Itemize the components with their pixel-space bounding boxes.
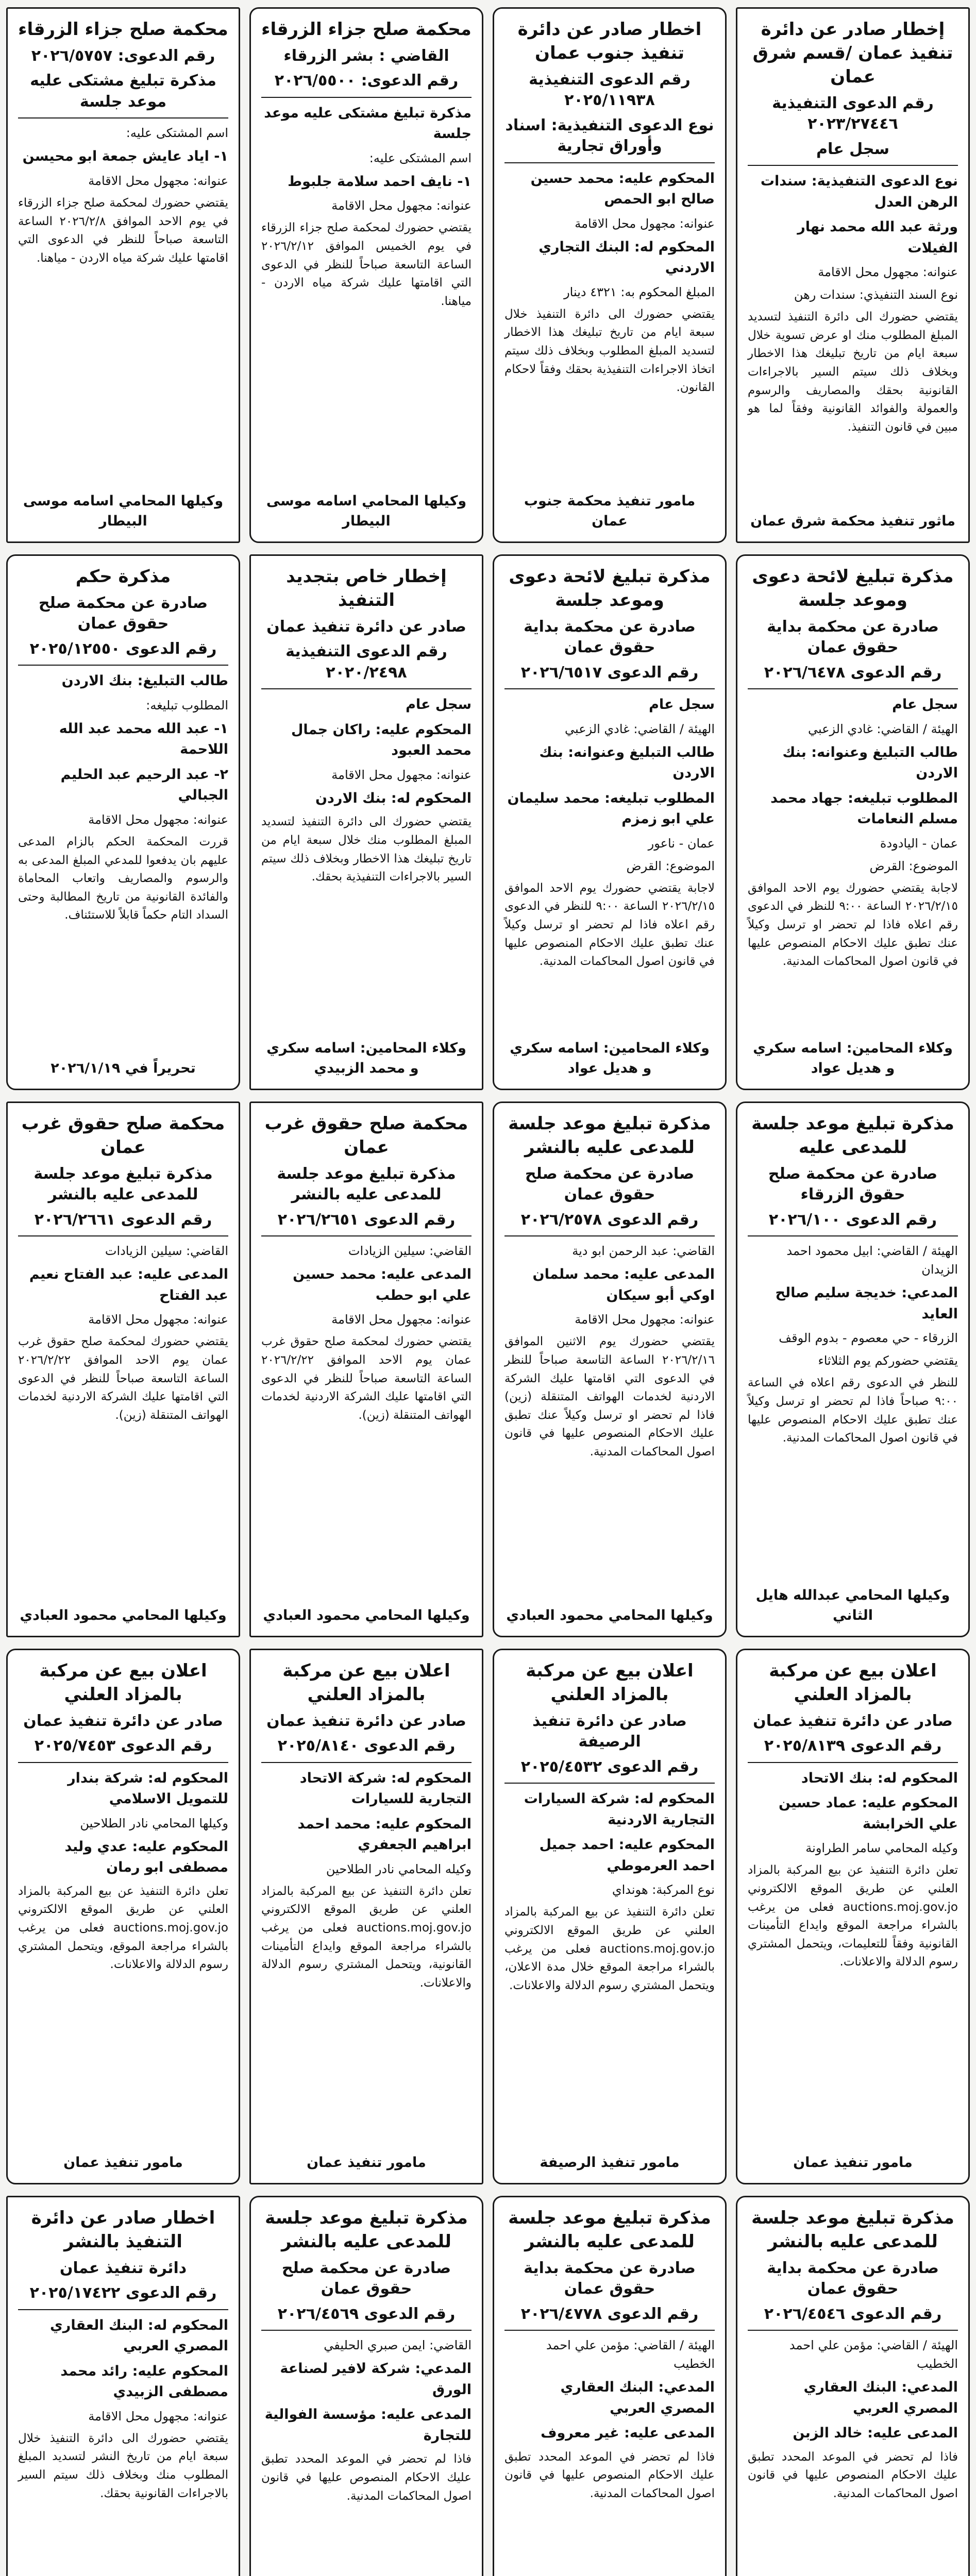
notice-court: مذكرة تبليغ موعد جلسة للمدعى عليه بالنشر [33, 1164, 213, 1204]
notice-signature: وكلاء المحامين: اسامه سكري و محمد الزبيدي [266, 1040, 466, 1076]
notice-title: محكمة صلح حقوق غرب عمان [21, 1113, 225, 1158]
notice-case-number: مذكرة تبليغ مشتكى عليه موعد جلسة [30, 72, 216, 111]
legal-notice [6, 1101, 240, 1637]
notice-title: اعلان بيع عن مركبة بالمزاد العلني [39, 1660, 207, 1705]
notice-detail-line: المحكوم له: شركة بندار للتمويل الاسلامي [68, 1770, 228, 1807]
notice-case-number: رقم الدعوى ٢٠٢٦/٦٤٧٨ [764, 663, 942, 682]
notice-detail-line: ٢- عبد الرحيم عبد الحليم الجبالي [60, 766, 228, 804]
notice-detail-line: المبلغ المحكوم به: ٤٣٢١ دينار [564, 284, 715, 299]
notice-body-text: تعلن دائرة التنفيذ عن بيع المركبة بالمزاد العلني عن طريق الموقع الالكتروني auctions.moj.gov.jo فعلى من يرغب بالشراء مراجعة الموقع وايداع التأمينات القانونية وفقاً للتعليمات، ويتحمل المشتري رسوم الدلالة والاعلانات. [748, 1863, 958, 1969]
notice-signature: مامور تنفيذ محكمة جنوب عمان [524, 493, 696, 529]
notice-case-number: رقم الدعوى ٢٠٢٥/١٢٥٥٠ [29, 639, 217, 658]
legal-notice [493, 7, 727, 543]
legal-notice [736, 1101, 970, 1637]
notice-case-number: رقم الدعوى: ٢٠٢٦/٥٥٠٠ [274, 72, 459, 90]
notice-detail-line: المحكوم له: البنك العقاري المصري العربي [50, 2317, 228, 2354]
notice-title: اخطار صادر عن دائرة التنفيذ بالنشر [31, 2208, 215, 2252]
divider [18, 2309, 228, 2310]
notice-detail-line: ١- عبد الله محمد عبد الله اللاحمة [59, 720, 228, 758]
notice-detail-line: المحكوم عليه: احمد جميل احمد العرموطي [539, 1837, 715, 1874]
divider [18, 665, 228, 666]
notice-detail-line: عنوانه: مجهول محل الاقامة [575, 216, 715, 231]
notice-title: مذكرة تبليغ موعد جلسة للمدعى عليه بالنشر [265, 2208, 468, 2252]
notice-detail-line: عنوانه: مجهول محل الاقامة [331, 1312, 472, 1327]
notice-body-text: فاذا لم تحضر في الموعد المحدد تطبق عليك الاحكام المنصوص عليها في قانون اصول المحاكمات المدنية. [748, 2450, 958, 2501]
notice-detail-line: المحكوم له: بنك الاردن [315, 790, 472, 806]
notice-detail-line: المحكوم عليه: رائد محمد مصطفى الزبيدي [60, 2363, 228, 2400]
notice-detail-line: المدعي: البنك العقاري المصري العربي [803, 2379, 958, 2416]
legal-notice [249, 554, 483, 1090]
notice-detail-line: سجل عام [892, 697, 958, 713]
legal-notice [249, 1101, 483, 1637]
notice-detail-line: يقتضي حضوركم يوم الثلاثاء [818, 1353, 958, 1368]
notice-detail-line: المدعى عليه: غير معروف [541, 2425, 715, 2442]
notice-body-text: يقتضي حضورك لمحكمة صلح حقوق غرب عمان يوم الاحد الموافق ٢٠٢٦/٢/٢٢ الساعة التاسعة صباحاً للنظر في الدعوى التي اقامتها عليك الشركة الاردنية لخدمات الهواتف المتنقلة (زين). [18, 1335, 228, 1422]
notice-detail-line: عنوانه: مجهول محل الاقامة [575, 1312, 715, 1327]
legal-notice [6, 7, 240, 543]
notice-detail-line: المدعى عليه: محمد حسين علي ابو حطب [293, 1266, 472, 1303]
notice-title: اخطار صادر عن دائرة تنفيذ جنوب عمان [517, 19, 702, 63]
notice-body-text: تعلن دائرة التنفيذ عن بيع المركبة بالمزاد العلني عن طريق الموقع الالكتروني auctions.moj.gov.jo فعلى من يرغب بالشراء مراجعة الموقع خلال مدة الاعلان، ويتحمل المشتري رسوم الدلالة والاعلانات. [504, 1905, 715, 1992]
notice-case-number: رقم الدعوى ٢٠٢٦/٦٥١٧ [520, 663, 699, 682]
notice-body-text: يقتضي حضورك يوم الاثنين الموافق ٢٠٢٦/٢/١٦ الساعة التاسعة صباحاً للنظر في الدعوى التي اقامتها عليك الشركة الاردنية لخدمات الهواتف المتنقلة (زين) فاذا لم تحضر او ترسل وكيلاً عنك تطبق عليك الاحكام المنصوص عليها في قانون اصول المحاكمات المدنية. [504, 1335, 715, 1459]
notice-body-text: يقتضي حضورك لمحكمة صلح حقوق غرب عمان يوم الاحد الموافق ٢٠٢٦/٢/٢٢ الساعة التاسعة صباحاً للنظر في الدعوى التي اقامتها عليك الشركة الاردنية لخدمات الهواتف المتنقلة (زين). [261, 1335, 472, 1422]
notice-body-text: قررت المحكمة الحكم بالزام المدعى عليهم بان يدفعوا للمدعي المبلغ المدعى به والرسوم والمصاريف واتعاب المحاماة والفائدة القانونية من تاريخ المطالبة وحتى السداد التام حكماً قابلاً للاستئناف. [18, 835, 228, 922]
notice-body-text: يقتضي حضورك الى دائرة التنفيذ لتسديد المبلغ المطلوب منك او عرض تسوية خلال سبعة ايام من تاريخ تبليغك هذا الاخطار وبخلاف ذلك سيتم السير بالاجراءات القانونية بحقك والمصاريف والرسوم والعمولة والفوائد القانونية وفقاً لما هو مبين في قانون التنفيذ. [748, 310, 958, 434]
divider [261, 688, 472, 689]
notice-detail-line: ١- اياد عايش جمعة ابو محيسن [22, 148, 228, 165]
notice-court: صادر عن دائرة تنفيذ عمان [753, 1711, 953, 1730]
notice-body-text: لاجابة يقتضي حضورك يوم الاحد الموافق ٢٠٢٦/٢/١٥ الساعة ٩:٠٠ للنظر في الدعوى رقم اعلاه فاذا لم تحضر او ترسل وكيلاً عنك تطبق عليك الاحكام المنصوص عليها في قانون اصول المحاكمات المدنية. [504, 881, 715, 969]
notice-court: رقم الدعوى: ٢٠٢٦/٥٧٥٧ [31, 46, 215, 65]
notice-title: اعلان بيع عن مركبة بالمزاد العلني [526, 1660, 694, 1705]
notice-signature: وكيلها المحامي اسامه موسى البيطار [23, 493, 224, 529]
notice-detail-line: طالب التبليغ وعنوانه: بنك الاردن [782, 744, 958, 782]
notice-detail-line: المحكوم له: شركة الاتحاد التجارية للسيارات [299, 1770, 472, 1807]
divider [748, 2330, 958, 2331]
legal-notice [6, 1649, 240, 2184]
notice-body-text: تعلن دائرة التنفيذ عن بيع المركبة بالمزاد العلني عن طريق الموقع الالكتروني auctions.moj.gov.jo فعلى من يرغب بالشراء مراجعة الموقع وايداع التأمينات القانونية، ويتحمل المشتري رسوم الدلالة والاعلانات. [261, 1884, 472, 1990]
notice-title: مذكرة تبليغ لائحة دعوى وموعد جلسة [509, 566, 711, 611]
notice-detail-line: المدعي: خديجة سليم صالح العايد [775, 1285, 958, 1322]
notice-court: صادرة عن محكمة صلح حقوق الزرقاء [768, 1164, 938, 1204]
notice-signature: مامور تنفيذ عمان [63, 2154, 183, 2171]
notice-case-number: رقم الدعوى ٢٠٢٥/٨١٣٩ [764, 1737, 942, 1755]
notice-case-number: رقم الدعوى ٢٠٢٦/٢٥٧٨ [520, 1210, 699, 1229]
notice-detail-line: المدعي: البنك العقاري المصري العربي [560, 2379, 715, 2416]
notice-court: القاضي : بشر الزرقاء [283, 46, 449, 65]
notices-grid [6, 7, 970, 2576]
notice-detail-line: وكيله المحامي نادر الطلاحين [326, 1861, 472, 1876]
legal-notice [736, 1649, 970, 2184]
notice-title: مذكرة تبليغ لائحة دعوى وموعد جلسة [752, 566, 954, 611]
divider [261, 97, 472, 98]
notice-title: اعلان بيع عن مركبة بالمزاد العلني [769, 1660, 937, 1705]
notice-body-text: يقتضي حضورك الى دائرة التنفيذ لتسديد المبلغ المطلوب منك خلال سبعة ايام من تاريخ تبليغك هذا الاخطار وبخلاف ذلك سيتم السير بالاجراءات التنفيذية بحقك. [261, 815, 472, 884]
notice-detail-line: سجل عام [649, 697, 715, 713]
notice-court: صادرة عن محكمة بداية حقوق عمان [524, 2259, 696, 2298]
notice-detail-line: نوع المركبة: هونداي [612, 1883, 715, 1897]
notice-signature: وكيلها المحامي اسامه موسى البيطار [266, 493, 467, 529]
legal-notice [6, 554, 240, 1090]
notice-detail-line: القاضي: سيلين الزيادات [105, 1244, 228, 1259]
notice-detail-line: المحكوم عليه: راكان جمال محمد العبود [291, 721, 472, 759]
notice-case-number: رقم الدعوى ٢٠٢٥/١٧٤٢٢ [29, 2284, 217, 2302]
notice-detail-line: وكيلها المحامي نادر الطلاحين [80, 1816, 228, 1831]
notice-signature: مامور تنفيذ الرصيفة [540, 2154, 680, 2171]
notice-detail-line: المدعى عليه: عبد الفتاح نعيم عبد الفتاح [29, 1266, 228, 1303]
notice-detail-line: الهيئة / القاضي: ابيل محمود احمد الزيدان [786, 1244, 958, 1277]
notice-detail-line: طالب التبليغ: بنك الاردن [61, 673, 228, 689]
notice-detail-line: عنوانه: مجهول محل الاقامة [88, 812, 228, 827]
divider [18, 117, 228, 118]
notice-body-text: لاجابة يقتضي حضورك يوم الاحد الموافق ٢٠٢٦/٢/١٥ الساعة ٩:٠٠ للنظر في الدعوى رقم اعلاه فاذا لم تحضر او ترسل وكيلاً عنك تطبق عليك الاحكام المنصوص عليها في قانون اصول المحاكمات المدنية. [748, 881, 958, 969]
notice-court: صادر عن دائرة تنفيذ عمان [266, 617, 466, 636]
legal-notice [493, 2196, 727, 2576]
notice-detail-line: المطلوب تبليغه: جهاد محمد مسلم النعامات [770, 790, 958, 827]
notice-title: مذكرة حكم [75, 566, 171, 587]
notice-detail-line: المدعي: شركة لافير لصناعة الورق [280, 2361, 472, 2398]
notice-body-text: تعلن دائرة التنفيذ عن بيع المركبة بالمزاد العلني عن طريق الموقع الالكتروني auctions.moj.gov.jo فعلى من يرغب بالشراء مراجعة الموقع، ويتحمل المشتري رسوم الدلالة والاعلانات. [18, 1884, 228, 1972]
divider [748, 688, 958, 689]
notice-case-number: نوع الدعوى التنفيذية: اسناد وأوراق تجارية [505, 116, 714, 156]
notice-detail-line: الزرقاء - حي معصوم - بدوم الوقف [779, 1331, 958, 1346]
notice-signature: وكيلها المحامي محمود العبادي [20, 1607, 227, 1623]
notice-case-number: رقم الدعوى ٢٠٢٦/٢٦٦١ [34, 1210, 212, 1229]
notice-signature: مامور تنفيذ عمان [793, 2154, 913, 2171]
legal-notice [493, 1649, 727, 2184]
notice-signature: وكيلها المحامي محمود العبادي [263, 1607, 470, 1623]
notice-signature: ماثور تنفيذ محكمة شرق عمان [750, 513, 955, 529]
divider [504, 688, 715, 689]
legal-notice [249, 1649, 483, 2184]
notice-body-text: فاذا لم تحضر في الموعد المحدد تطبق عليك الاحكام المنصوص عليها في قانون اصول المحاكمات المدنية. [504, 2450, 715, 2501]
notice-case-number: سجل عام [816, 140, 890, 158]
notice-title: محكمة صلح جزاء الزرقاء [18, 19, 228, 40]
notice-court: رقم الدعوى التنفيذية ٢٠٢٥/١١٩٣٨ [529, 70, 691, 110]
notice-title: محكمة صلح جزاء الزرقاء [261, 19, 472, 40]
notice-detail-line: عنوانه: مجهول محل الاقامة [88, 1312, 228, 1327]
legal-notice [493, 1101, 727, 1637]
notice-detail-line: الهيئة / القاضي: مؤمن علي احمد الخطيب [546, 2338, 715, 2371]
notice-case-number: رقم الدعوى ٢٠٢٦/٤٥٤٦ [764, 2304, 942, 2323]
notice-court: صادرة عن محكمة بداية حقوق عمان [524, 617, 696, 657]
notice-detail-line: المحكوم عليه: محمد احمد ابراهيم الجعفري [297, 1816, 472, 1853]
notice-body-text: فاذا لم تحضر في الموعد المحدد تطبق عليك الاحكام المنصوص عليها في قانون اصول المحاكمات المدنية. [261, 2452, 472, 2503]
notice-signature: وكيلها المحامي عبدالله هايل الثاني [755, 1587, 950, 1623]
notice-detail-line: المحكوم عليه: محمد حسين صالح ابو الحمص [530, 170, 715, 208]
notice-detail-line: سجل عام [406, 697, 472, 713]
notice-title: اعلان بيع عن مركبة بالمزاد العلني [282, 1660, 450, 1705]
notice-detail-line: عنوانه: مجهول محل الاقامة [331, 198, 472, 213]
divider [18, 1235, 228, 1236]
divider [748, 165, 958, 166]
legal-notice [249, 2196, 483, 2576]
notice-body-text: للنظر في الدعوى رقم اعلاه في الساعة ٩:٠٠ صباحاً فاذا لم تحضر او ترسل وكيلاً عنك تطبق عليك الاحكام المنصوص عليها في قانون اصول المحاكمات المدنية. [748, 1376, 958, 1445]
notice-signature: وكلاء المحامين: اسامه سكري و هديل عواد [510, 1040, 710, 1076]
notice-title: مذكرة تبليغ موعد جلسة للمدعى عليه [751, 1113, 954, 1158]
notice-case-number: رقم الدعوى ٢٠٢٥/٧٤٥٣ [34, 1737, 212, 1755]
notice-detail-line: ورثة عبد الله محمد نهار الفيلات [797, 219, 958, 256]
notice-detail-line: المحكوم عليه: عدي وليد مصطفى ابو رمان [64, 1838, 228, 1876]
notice-detail-line: اسم المشتكى عليه: [369, 150, 472, 165]
notice-court: صادر عن دائرة تنفيذ عمان [266, 1711, 466, 1730]
notice-case-number: رقم الدعوى ٢٠٢٥/٨١٤٠ [277, 1737, 456, 1755]
notice-court: صادرة عن محكمة بداية حقوق عمان [767, 617, 939, 657]
notice-detail-line: طالب التبليغ وعنوانه: بنك الاردن [539, 744, 715, 782]
notice-detail-line: المحكوم عليه: عماد حسين علي الخرابشة [778, 1795, 958, 1832]
divider [504, 2330, 715, 2331]
notice-body-text: يقتضي حضورك لمحكمة صلح جزاء الزرقاء في يوم الاحد الموافق ٢٠٢٦/٢/٨ الساعة التاسعة صباحاً للنظر في الدعوى التي اقامتها عليك شركة مياه الاردن - مياهنا. [18, 196, 228, 265]
notice-detail-line: الهيئة / القاضي: مؤمن علي احمد الخطيب [789, 2338, 958, 2371]
notice-detail-line: المدعى عليه: خالد الزبن [793, 2425, 958, 2442]
notice-court: صادرة عن محكمة صلح حقوق عمان [38, 594, 208, 633]
notice-detail-line: المطلوب تبليغه: [146, 698, 228, 713]
notice-detail-line: الهيئة / القاضي: غادي الزعبي [807, 721, 958, 736]
notice-detail-line: المدعى عليه: مؤسسة الفوالية للتجارة [264, 2406, 472, 2444]
notice-detail-line: المدعى عليه: محمد سلمان اوكي أبو سيكان [532, 1266, 715, 1303]
divider [504, 1235, 715, 1236]
legal-notice [736, 7, 970, 543]
divider [504, 162, 715, 163]
notice-detail-line: المحكوم له: البنك التجاري الاردني [539, 239, 715, 276]
notice-detail-line: نوع السند التنفيذي: سندات رهن [794, 287, 958, 302]
legal-notice [6, 2196, 240, 2576]
notice-court: رقم الدعوى التنفيذية ٢٠٢٣/٢٧٤٤٦ [772, 94, 934, 133]
notice-detail-line: القاضي: ايمن صبري الحليفي [324, 2338, 472, 2353]
divider [261, 1762, 472, 1763]
divider [261, 2330, 472, 2331]
notice-detail-line: عنوانه: مجهول محل الاقامة [88, 2409, 228, 2424]
notice-detail-line: المحكوم له: بنك الاتحاد [801, 1770, 958, 1786]
notice-case-number: رقم الدعوى التنفيذية ٢٠٢٠/٢٤٩٨ [285, 642, 447, 682]
notice-detail-line: عمان - ناعور [648, 836, 715, 851]
legal-notice [736, 2196, 970, 2576]
notice-detail-line: عنوانه: مجهول محل الاقامة [88, 173, 228, 188]
notice-court: صادر عن دائرة تنفيذ عمان [23, 1711, 223, 1730]
notice-detail-line: القاضي: عبد الرحمن ابو دية [572, 1244, 715, 1259]
notice-signature: وكلاء المحامين: اسامه سكري و هديل عواد [753, 1040, 953, 1076]
notice-detail-line: اسم المشتكى عليه: [126, 126, 228, 141]
divider [261, 1235, 472, 1236]
notice-court: دائرة تنفيذ عمان [59, 2259, 187, 2277]
notice-court: صادرة عن محكمة صلح حقوق عمان [525, 1164, 695, 1204]
notice-detail-line: ١- نايف احمد سلامة جلبوط [288, 173, 472, 190]
notice-court: مذكرة تبليغ موعد جلسة للمدعى عليه بالنشر [277, 1164, 456, 1204]
notice-detail-line: عنوانه: مجهول محل الاقامة [331, 767, 472, 782]
notice-detail-line: الهيئة / القاضي: غادي الزعبي [564, 721, 715, 736]
notice-detail-line: القاضي: سيلين الزيادات [348, 1244, 472, 1259]
legal-notice [736, 554, 970, 1090]
divider [748, 1235, 958, 1236]
notice-title: مذكرة تبليغ موعد جلسة للمدعى عليه بالنشر [508, 1113, 711, 1158]
notice-detail-line: المطلوب تبليغه: محمد سليمان علي ابو زمزم [507, 790, 715, 827]
notice-title: مذكرة تبليغ موعد جلسة للمدعى عليه بالنشر [508, 2208, 711, 2252]
legal-notice [249, 7, 483, 543]
notice-body-text: يقتضي حضورك الى دائرة التنفيذ خلال سبعة ايام من تاريخ تبليغك هذا الاخطار لتسديد المبلغ المطلوب وبخلاف ذلك سيتم اتخاذ الاجراءات التنفيذية بحقك وفقاً لاحكام القانون. [504, 307, 715, 395]
divider [18, 1762, 228, 1763]
notice-title: إخطار خاص بتجديد التنفيذ [286, 566, 447, 611]
notice-detail-line: الموضوع: القرض [869, 858, 958, 873]
notice-case-number: رقم الدعوى ٢٠٢٦/١٠٠ [768, 1210, 937, 1229]
notice-detail-line: المحكوم له: شركة السيارات التجارية الاردنية [524, 1791, 715, 1828]
notice-case-number: رقم الدعوى ٢٠٢٦/٤٧٧٨ [520, 2304, 699, 2323]
notice-detail-line: عمان - اليادودة [880, 836, 958, 851]
notice-court: صادر عن دائرة تنفيذ الرصيفة [532, 1711, 687, 1751]
notice-signature: مامور تنفيذ عمان [307, 2154, 426, 2171]
notice-case-number: رقم الدعوى ٢٠٢٦/٢٦٥١ [277, 1210, 456, 1229]
notice-title: محكمة صلح حقوق غرب عمان [264, 1113, 468, 1158]
notice-detail-line: عنوانه: مجهول محل الاقامة [818, 265, 958, 280]
legal-notice [493, 554, 727, 1090]
notice-signature: وكيلها المحامي محمود العبادي [506, 1607, 713, 1623]
notice-title: مذكرة تبليغ موعد جلسة للمدعى عليه بالنشر [751, 2208, 954, 2252]
notice-court: صادرة عن محكمة بداية حقوق عمان [767, 2259, 939, 2298]
notice-signature: تحريراً في ٢٠٢٦/١/١٩ [51, 1060, 196, 1076]
notice-detail-line: مذكرة تبليغ مشتكى عليه موعد جلسة [264, 105, 472, 142]
divider [504, 1783, 715, 1784]
notice-body-text: يقتضي حضورك الى دائرة التنفيذ خلال سبعة ايام من تاريخ النشر لتسديد المبلغ المطلوب منك وبخلاف ذلك سيتم السير بالاجراءات القانونية بحقك. [18, 2431, 228, 2500]
notice-court: صادرة عن محكمة صلح حقوق عمان [281, 2259, 451, 2298]
notice-title: إخطار صادر عن دائرة تنفيذ عمان /قسم شرق عمان [752, 19, 953, 87]
notice-detail-line: وكيله المحامي سامر الطراونة [805, 1841, 958, 1856]
notice-case-number: رقم الدعوى ٢٠٢٥/٤٥٣٢ [520, 1757, 699, 1776]
notice-body-text: يقتضي حضورك لمحكمة صلح جزاء الزرقاء في يوم الخميس الموافق ٢٠٢٦/٢/١٢ الساعة التاسعة صباحاً للنظر في الدعوى التي اقامتها عليك شركة مياه الاردن - مياهنا. [261, 221, 472, 308]
divider [748, 1762, 958, 1763]
notice-detail-line: نوع الدعوى التنفيذية: سندات الرهن العدل [760, 173, 958, 210]
notice-detail-line: الموضوع: القرض [626, 858, 715, 873]
notice-case-number: رقم الدعوى ٢٠٢٦/٤٥٦٩ [277, 2304, 456, 2323]
